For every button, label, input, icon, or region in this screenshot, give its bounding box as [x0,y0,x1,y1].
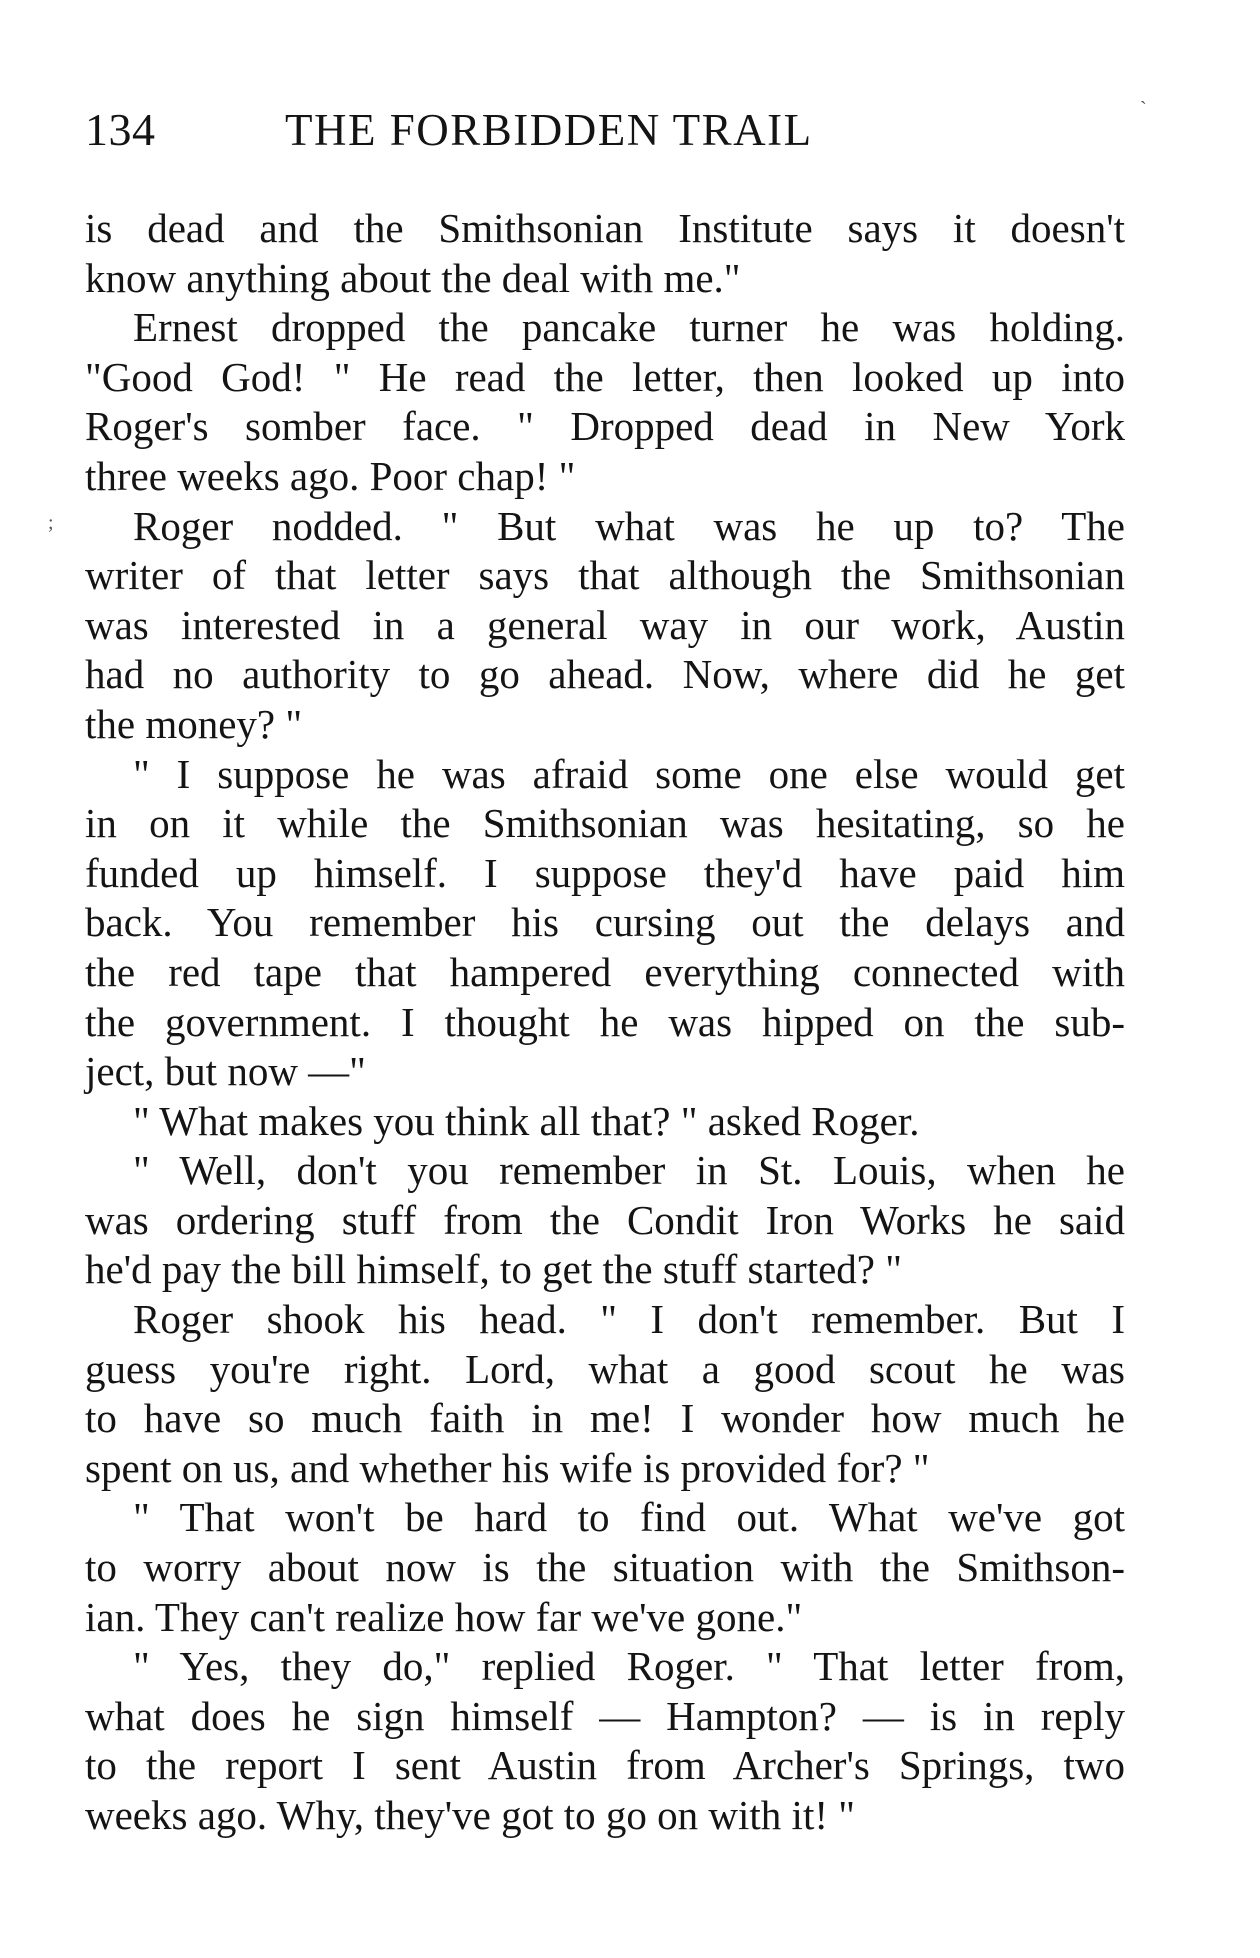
text-line: Ernest dropped the pancake turner he was holding. [133,304,1125,351]
text-line: was ordering stuff from the Condit Iron Works he said [85,1196,1125,1243]
text-line: spent on us, and whether his wife is provided for? " [85,1444,930,1491]
text-line: ject, but now —" [85,1048,366,1095]
text-line: had no authority to go ahead. Now, where did he get [85,651,1125,698]
text-line: the red tape that hampered everything connected with [85,948,1125,995]
text-line: what does he sign himself — Hampton? — is in reply [85,1692,1125,1739]
text-line: to the report I sent Austin from Archer's Springs, two [85,1742,1125,1789]
text-line: is dead and the Smithsonian Institute says it doesn't [85,205,1125,251]
text-line: Roger shook his head. " I don't remember. But I [133,1296,1125,1343]
text-line: " That won't be hard to find out. What we've got [133,1494,1125,1541]
text-line: the money? " [85,700,303,747]
text-line: was interested in a general way in our work, Austin [85,601,1125,648]
text-line: funded up himself. I suppose they'd have paid him [85,849,1125,896]
text-line: Roger nodded. " But what was he up to? The [133,502,1125,549]
text-line: Roger's somber face. " Dropped dead in New York [85,403,1125,450]
text-line: guess you're right. Lord, what a good scout he was [85,1345,1125,1392]
body-text [85,204,1125,1841]
text-line: he'd pay the bill himself, to get the stuff started? " [85,1246,902,1293]
text-line: know anything about the deal with me." [85,254,741,301]
text-line: in on it while the Smithsonian was hesitating, so he [85,800,1125,847]
stray-mark-top-right: ` [1140,98,1147,120]
text-line: back. You remember his cursing out the delays and [85,899,1125,946]
text-line: "Good God! " He read the letter, then looked up into [85,353,1125,400]
text-line: ian. They can't realize how far we've gone." [85,1593,803,1640]
text-line: to have so much faith in me! I wonder how much he [85,1395,1125,1442]
text-line: " Well, don't you remember in St. Louis, when he [133,1147,1125,1194]
text-line: " Yes, they do," replied Roger. " That letter from, [133,1643,1125,1690]
text-line: writer of that letter says that although the Smithsonian [85,552,1125,599]
text-line: the government. I thought he was hipped on the sub- [85,998,1125,1045]
text-line: " I suppose he was afraid some one else would get [133,750,1125,797]
text-line: three weeks ago. Poor chap! " [85,452,576,499]
text-line: to worry about now is the situation with the Smithson- [85,1544,1125,1591]
running-header [85,100,1125,160]
running-title: THE FORBIDDEN TRAIL [285,105,813,155]
stray-mark-left-margin: ; [48,512,54,534]
text-line: weeks ago. Why, they've got to go on with it! " [85,1792,855,1838]
text-line: " What makes you think all that? " asked Roger. [133,1097,920,1144]
page-number: 134 [85,104,156,155]
